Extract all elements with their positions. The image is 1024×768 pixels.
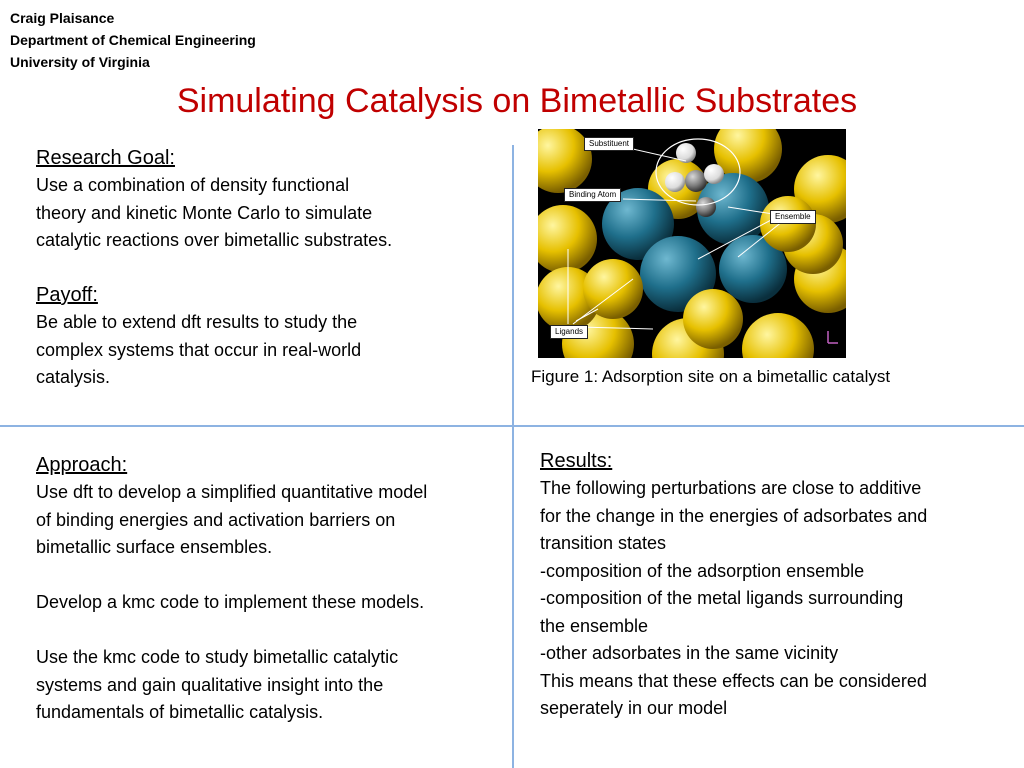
approach-section	[36, 452, 427, 727]
approach-line: Use dft to develop a simplified quantitative model	[36, 482, 428, 502]
horizontal-divider	[0, 425, 1024, 427]
payoff-section	[36, 282, 361, 392]
research-goal-line: theory and kinetic Monte Carlo to simulate	[36, 202, 373, 223]
approach-line: Develop a kmc code to implement these models.	[36, 592, 425, 612]
figure-caption: Figure 1: Adsorption site on a bimetallic catalyst	[531, 367, 891, 386]
approach-line: fundamentals of bimetallic catalysis.	[36, 702, 324, 722]
results-line: The following perturbations are close to additive	[540, 478, 922, 498]
author-info	[10, 7, 256, 73]
approach-line: of binding energies and activation barriers on	[36, 509, 396, 530]
author-name: Craig Plaisance	[10, 10, 115, 26]
results-line: -other adsorbates in the same vicinity	[540, 643, 839, 663]
approach-line: Use the kmc code to study bimetallic catalytic	[36, 647, 399, 667]
research-goal-heading: Research Goal:	[36, 147, 175, 169]
ensemble-label: Ensemble	[770, 210, 816, 224]
approach-heading: Approach:	[36, 454, 128, 476]
paragraph-spacer	[36, 617, 427, 645]
results-heading: Results:	[540, 450, 613, 472]
payoff-line: Be able to extend dft results to study the	[36, 312, 358, 332]
author-university: University of Virginia	[10, 54, 150, 70]
payoff-heading: Payoff:	[36, 284, 98, 306]
binding-atom-label: Binding Atom	[564, 188, 621, 202]
research-goal-line: catalytic reactions over bimetallic substrates.	[36, 230, 393, 250]
results-line: -composition of the metal ligands surrounding	[540, 588, 904, 608]
page-title: Simulating Catalysis on Bimetallic Substrates	[176, 82, 858, 120]
author-department: Department of Chemical Engineering	[10, 32, 256, 48]
payoff-line: complex systems that occur in real-world	[36, 339, 362, 360]
research-goal-line: Use a combination of density functional	[36, 175, 350, 195]
results-section	[540, 448, 927, 723]
payoff-line: catalysis.	[36, 367, 111, 387]
results-line: -composition of the adsorption ensemble	[540, 560, 865, 581]
results-line: for the change in the energies of adsorbates and	[540, 505, 928, 526]
vertical-divider	[512, 145, 514, 768]
approach-line: systems and gain qualitative insight into the	[36, 674, 384, 695]
paragraph-spacer	[36, 562, 427, 590]
research-goal-section	[36, 145, 392, 255]
adsorption-site-figure	[538, 129, 846, 358]
substituent-label: Substituent	[584, 137, 634, 151]
results-line: This means that these effects can be considered	[540, 670, 927, 691]
approach-line: bimetallic surface ensembles.	[36, 537, 273, 557]
molecule-illustration	[538, 129, 846, 358]
ligands-label: Ligands	[550, 325, 588, 339]
results-line: seperately in our model	[540, 698, 728, 718]
results-line: transition states	[540, 533, 667, 553]
results-line: the ensemble	[540, 615, 649, 636]
